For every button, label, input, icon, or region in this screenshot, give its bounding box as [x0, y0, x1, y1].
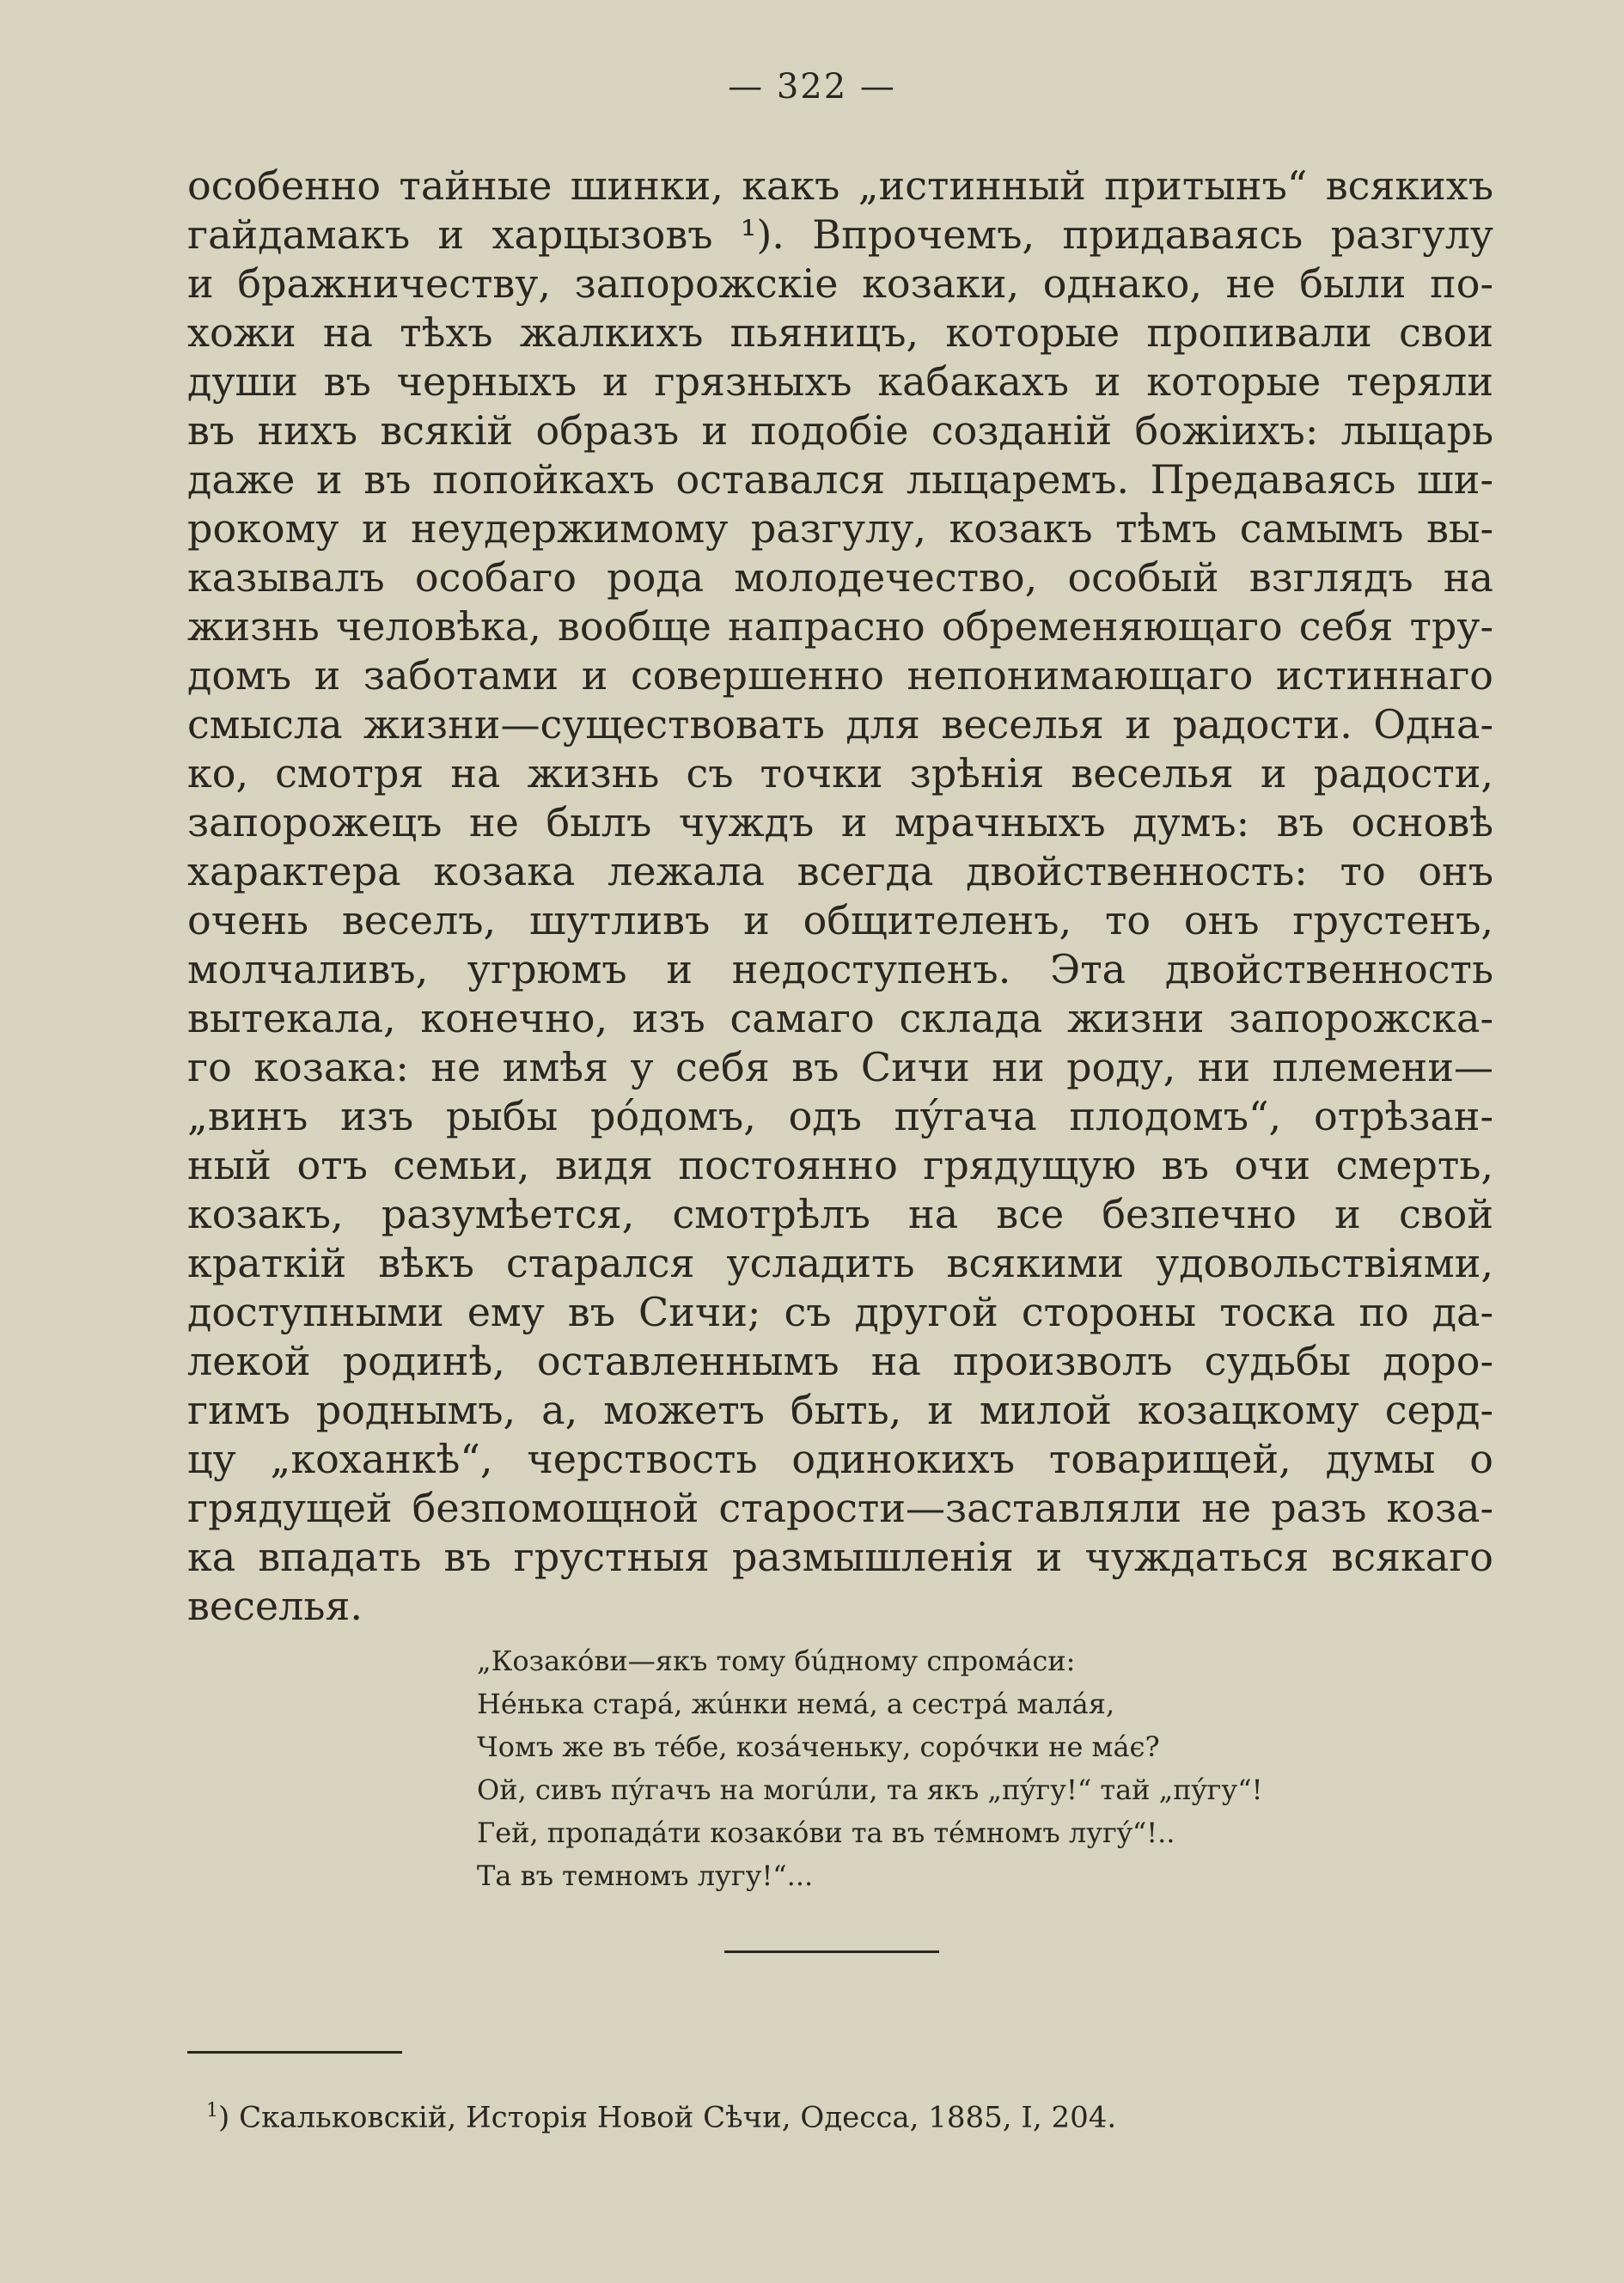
body-line: грядущей безпомощной старости—заставляли не разъ коза- — [187, 1485, 1493, 1531]
verse-line: Чомъ же въ тéбе, козáченьку, сорóчки не мáє? — [477, 1731, 1160, 1763]
body-line: „винъ изъ рыбы рóдомъ, одъ пýгача плодомъ“, отрѣзан- — [187, 1093, 1493, 1139]
verse-line: Гей, пропадáти козакóви та въ тéмномъ лугý“!.. — [477, 1816, 1175, 1849]
body-line: гайдамакъ и харцызовъ ¹). Впрочемъ, придаваясь разгулу — [187, 211, 1493, 258]
body-line: ко, смотря на жизнь съ точки зрѣнія веселья и радости, — [187, 750, 1493, 797]
footnote-divider — [187, 2051, 402, 2054]
body-line: рокому и неудержимому разгулу, козакъ тѣмъ самымъ вы- — [187, 505, 1493, 552]
body-line: лекой родинѣ, оставленнымъ на произволъ судьбы доро- — [187, 1338, 1493, 1384]
body-line: запорожецъ не былъ чуждъ и мрачныхъ думъ: въ основѣ — [187, 799, 1493, 845]
body-line: хожи на тѣхъ жалкихъ пьяницъ, которые пропивали свои — [187, 309, 1493, 356]
section-divider — [724, 1950, 939, 1953]
verse-line: Та въ темномъ лугу!“... — [477, 1859, 814, 1892]
body-line: особенно тайные шинки, какъ „истинный притынъ“ всякихъ — [187, 162, 1493, 209]
body-line: даже и въ попойкахъ оставался лыцаремъ. Предаваясь ши- — [187, 456, 1493, 503]
body-line: и бражничеству, запорожскіе козаки, однако, не были по- — [187, 260, 1493, 307]
footnote-marker: 1 — [206, 2100, 218, 2121]
body-line: вытекала, конечно, изъ самаго склада жизни запорожска- — [187, 995, 1493, 1041]
footnote — [206, 2100, 1409, 2134]
footnote-text: ) Скальковскій, Исторія Новой Сѣчи, Одесса, 1885, I, 204. — [218, 2100, 1117, 2135]
body-line: доступными ему въ Сичи; съ другой стороны тоска по да- — [187, 1289, 1493, 1335]
body-line: жизнь человѣка, вообще напрасно обременяющаго себя тру- — [187, 603, 1493, 650]
body-line: очень веселъ, шутливъ и общителенъ, то онъ грустенъ, — [187, 897, 1493, 943]
verse-line: Ой, сивъ пýгачъ на могúли, та якъ „пýгу!“ тай „пýгу“! — [477, 1773, 1263, 1806]
body-line: въ нихъ всякій образъ и подобіе созданій божіихъ: лыцарь — [187, 407, 1493, 454]
body-line: ный отъ семьи, видя постоянно грядущую въ очи смерть, — [187, 1142, 1493, 1188]
body-line: домъ и заботами и совершенно непонимающаго истиннаго — [187, 652, 1493, 699]
body-line: ка впадать въ грустныя размышленія и чуждаться всякаго — [187, 1534, 1493, 1580]
body-line: го козака: не имѣя у себя въ Сичи ни роду, ни племени— — [187, 1044, 1493, 1090]
body-line: краткій вѣкъ старался усладить всякими удовольствіями, — [187, 1240, 1493, 1286]
verse-line: Нéнька старá, жúнки немá, а сестрá малáя, — [477, 1688, 1115, 1720]
body-line: смысла жизни—существовать для веселья и радости. Одна- — [187, 701, 1493, 748]
body-line: характера козака лежала всегда двойственность: то онъ — [187, 848, 1493, 894]
page-number: — 322 — — [728, 67, 896, 107]
verse-quote — [477, 1639, 1336, 1897]
body-line: казывалъ особаго рода молодечество, особый взглядъ на — [187, 554, 1493, 601]
body-line: цу „коханкѣ“, черствость одинокихъ товарищей, думы о — [187, 1436, 1493, 1482]
body-line: козакъ, разумѣется, смотрѣлъ на все безпечно и свой — [187, 1191, 1493, 1237]
body-line: гимъ роднымъ, а, можетъ быть, и милой козацкому серд- — [187, 1387, 1493, 1433]
body-line: веселья. — [187, 1583, 363, 1629]
body-line: души въ черныхъ и грязныхъ кабакахъ и которые теряли — [187, 358, 1493, 405]
verse-line: „Козакóви—якъ тому бúдному спромáси: — [477, 1645, 1076, 1677]
body-text — [187, 162, 1493, 1631]
body-line: молчаливъ, угрюмъ и недоступенъ. Эта двойственность — [187, 946, 1493, 992]
